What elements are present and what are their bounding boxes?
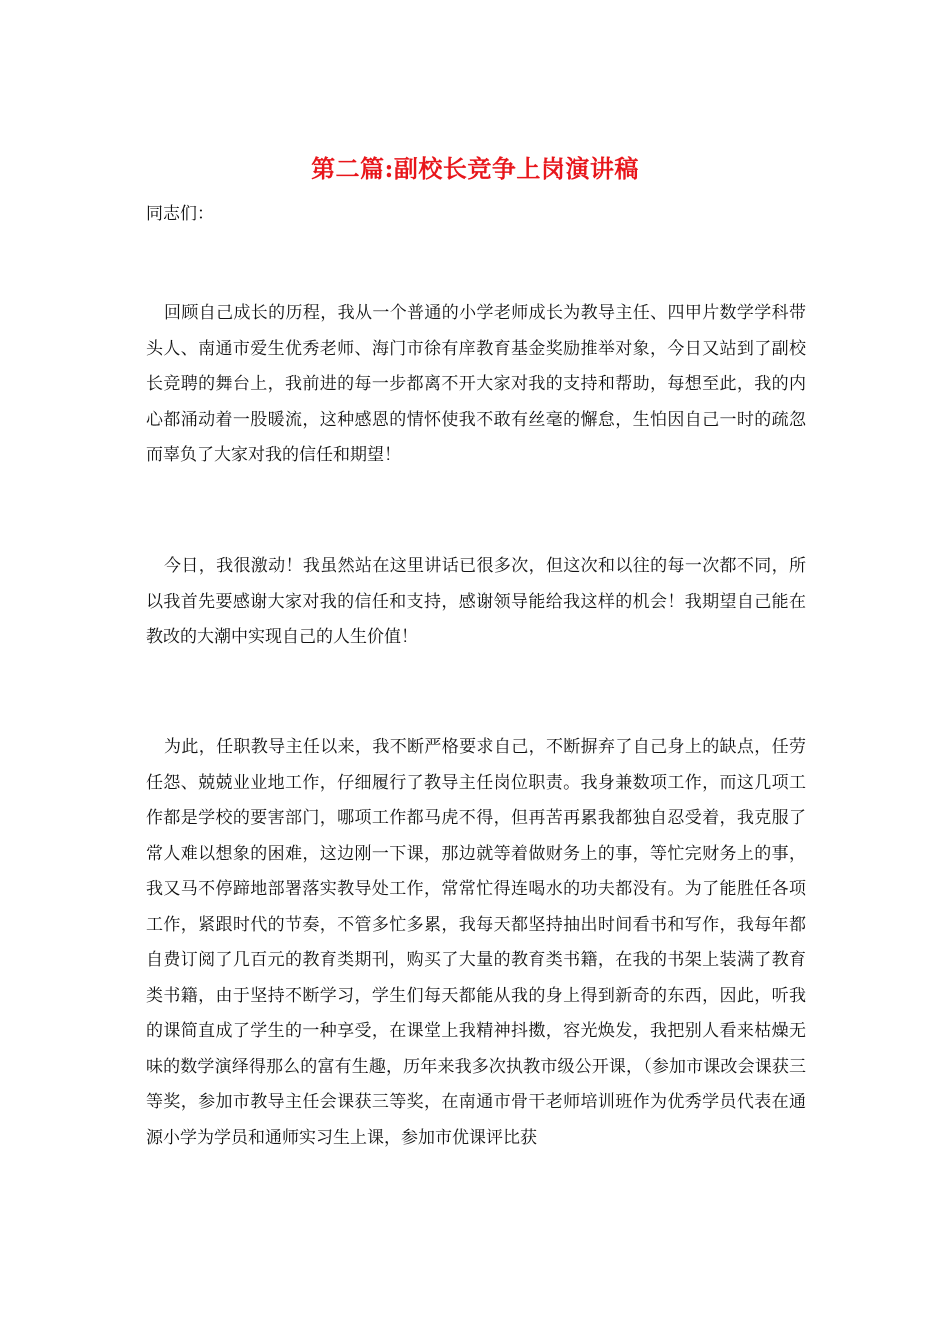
paragraph-1: 回顾自己成长的历程，我从一个普通的小学老师成长为教导主任、四甲片数学学科带头人、南通市爱生优秀老师、海门市徐有庠教育基金奖励推举对象，今日又站到了副校长竞聘的舞台上，我前进的每一步都离不开大家对我的支持和帮助，每想至此，我的内心都涌动着一股暖流，这种感恩的情怀使我不敢有丝毫的懈怠，生怕因自己一时的疏忽而辜负了大家对我的信任和期望！ bbox=[146, 303, 806, 465]
salutation: 同志们： bbox=[146, 204, 214, 224]
paragraph-3: 为此，任职教导主任以来，我不断严格要求自己，不断摒弃了自己身上的缺点，任劳任怨、兢兢业业地工作，仔细履行了教导主任岗位职责。我身兼数项工作，而这几项工作都是学校的要害部门，哪项工作都马虎不得，但再苦再累我都独自忍受着，我克服了常人难以想象的困难，这边刚一下课，那边就等着做财务上的事，等忙完财务上的事，我又马不停蹄地部署落实教导处工作，常常忙得连喝水的功夫都没有。为了能胜任各项工作，紧跟时代的节奏，不管多忙多累，我每天都坚持抽出时间看书和写作，我每年都自费订阅了几百元的教育类期刊，购买了大量的教育类书籍，在我的书架上装满了教育类书籍，由于坚持不断学习，学生们每天都能从我的身上得到新奇的东西，因此，听我的课简直成了学生的一种享受，在课堂上我精神抖擞，容光焕发，我把别人看来枯燥无味的数学演绎得那么的富有生趣，历年来我多次执教市级公开课，（参加市课改会课获三等奖，参加市教导主任会课获三等奖，在南通市骨干老师培训班作为优秀学员代表在通源小学为学员和通师实习生上课，参加市优课评比获 bbox=[146, 737, 806, 1148]
paragraph-2: 今日，我很激动！我虽然站在这里讲话已很多次，但这次和以往的每一次都不同，所以我首先要感谢大家对我的信任和支持，感谢领导能给我这样的机会！我期望自己能在教改的大潮中实现自己的人生价值！ bbox=[146, 556, 806, 647]
document-title: 第二篇:副校长竞争上岗演讲稿 bbox=[311, 154, 639, 183]
